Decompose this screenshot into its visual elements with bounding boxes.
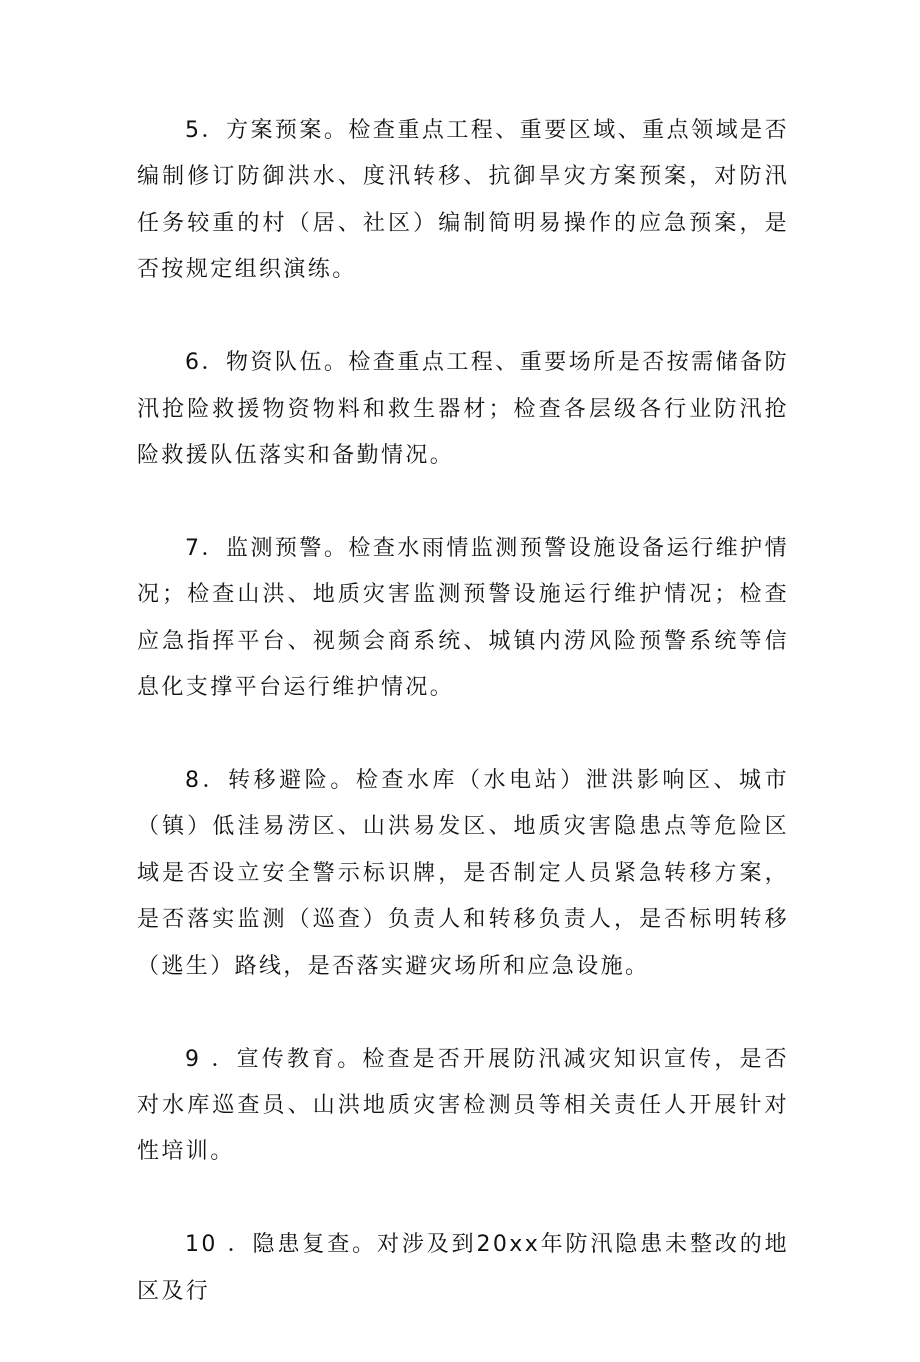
document-body [137, 108, 789, 1362]
paragraph-evacuation: 8．转移避险。检查水库（水电站）泄洪影响区、城市（镇）低洼易涝区、山洪易发区、地质灾害隐患点等危险区域是否设立安全警示标识牌，是否制定人员紧急转移方案，是否落实监测（巡查）负责人和转移负责人，是否标明转移（逃生）路线，是否落实避灾场所和应急设施。 [137, 767, 789, 979]
paragraph-monitoring-warning: 7．监测预警。检查水雨情监测预警设施设备运行维护情况；检查山洪、地质灾害监测预警设施运行维护情况；检查应急指挥平台、视频会商系统、城镇内涝风险预警系统等信息化支撑平台运行维护情况。 [137, 535, 789, 701]
paragraph-hazard-recheck: 10 ．隐患复查。对涉及到20xx年防汛隐患未整改的地区及行 [137, 1232, 789, 1304]
paragraph-education: 9 ．宣传教育。检查是否开展防汛减灾知识宣传，是否对水库巡查员、山洪地质灾害检测员等相关责任人开展针对性培训。 [137, 1046, 789, 1165]
paragraph-supplies-teams: 6．物资队伍。检查重点工程、重要场所是否按需储备防汛抢险救援物资物料和救生器材；检查各层级各行业防汛抢险救援队伍落实和备勤情况。 [137, 350, 789, 468]
paragraph-plan: 5．方案预案。检查重点工程、重要区域、重点领域是否编制修订防御洪水、度汛转移、抗御旱灾方案预案，对防汛任务较重的村（居、社区）编制简明易操作的应急预案，是否按规定组织演练。 [137, 118, 789, 283]
